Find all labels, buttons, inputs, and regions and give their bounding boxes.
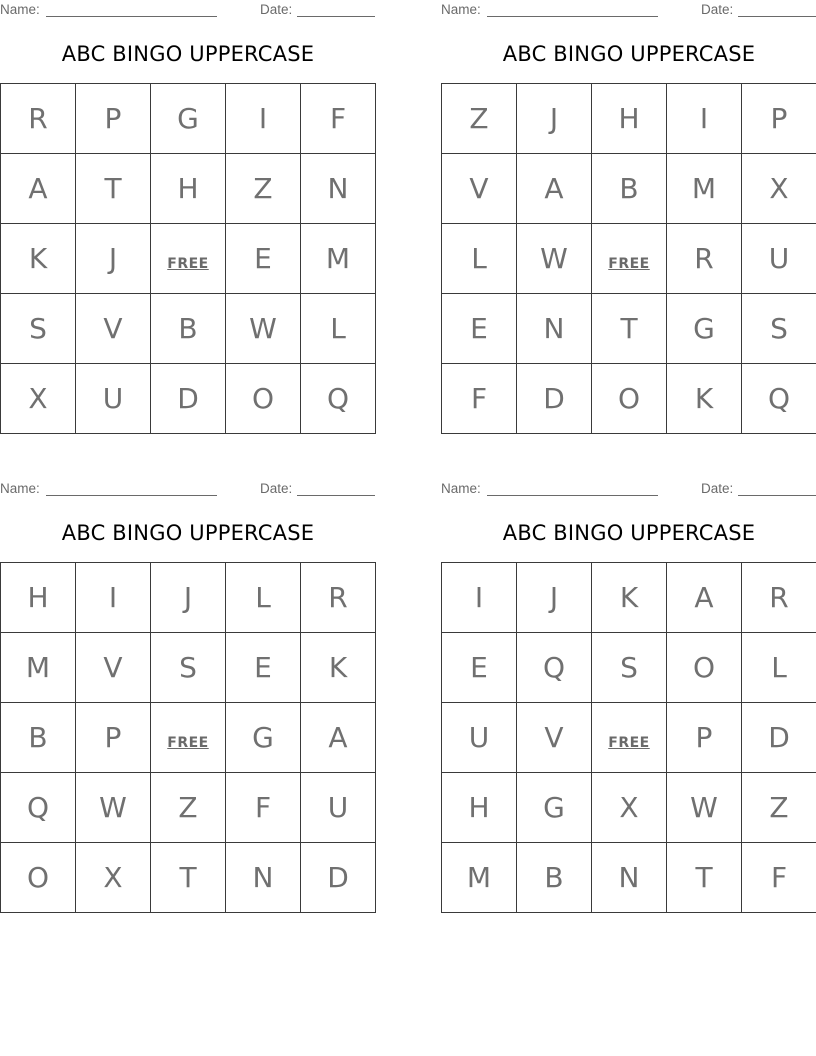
bingo-row <box>442 703 816 773</box>
date-field-line <box>297 495 375 496</box>
bingo-cell: O <box>667 633 742 703</box>
name-label: Name: <box>0 2 40 17</box>
bingo-cell: T <box>151 843 226 913</box>
bingo-cell: R <box>301 563 376 633</box>
bingo-cell: J <box>151 563 226 633</box>
date-field-line <box>738 16 816 17</box>
bingo-row <box>442 563 816 633</box>
bingo-cell: R <box>1 84 76 154</box>
bingo-cell: I <box>226 84 301 154</box>
free-space-cell <box>151 703 226 773</box>
bingo-cell: P <box>742 84 816 154</box>
bingo-cell: X <box>742 154 816 224</box>
name-label: Name: <box>441 481 481 496</box>
free-space-label: FREE <box>167 735 209 751</box>
bingo-cell: F <box>742 843 816 913</box>
bingo-cell: N <box>517 294 592 364</box>
bingo-grid <box>0 83 376 434</box>
bingo-cell: K <box>667 364 742 434</box>
card-title: ABC BINGO UPPERCASE <box>61 521 315 545</box>
bingo-row <box>1 364 376 434</box>
bingo-cell: H <box>1 563 76 633</box>
bingo-row <box>1 154 376 224</box>
bingo-cell: W <box>226 294 301 364</box>
bingo-cell: H <box>592 84 667 154</box>
free-space-label: FREE <box>167 256 209 272</box>
bingo-cell: T <box>592 294 667 364</box>
bingo-cell: U <box>76 364 151 434</box>
bingo-cell: B <box>1 703 76 773</box>
bingo-cell: B <box>517 843 592 913</box>
bingo-row <box>442 154 816 224</box>
bingo-cell: R <box>667 224 742 294</box>
bingo-card <box>441 479 816 919</box>
bingo-cell: N <box>592 843 667 913</box>
bingo-row <box>442 773 816 843</box>
bingo-cell: H <box>442 773 517 843</box>
bingo-cell: W <box>76 773 151 843</box>
bingo-cell: D <box>301 843 376 913</box>
date-field-line <box>297 16 375 17</box>
date-field-line <box>738 495 816 496</box>
bingo-cell: J <box>517 563 592 633</box>
bingo-cell: E <box>442 294 517 364</box>
bingo-row <box>1 224 376 294</box>
bingo-cell: T <box>667 843 742 913</box>
bingo-cell: Z <box>151 773 226 843</box>
bingo-row <box>1 294 376 364</box>
bingo-cell: O <box>226 364 301 434</box>
bingo-cell: Z <box>742 773 816 843</box>
name-date-row <box>0 481 376 499</box>
bingo-cell: I <box>76 563 151 633</box>
bingo-cell: S <box>592 633 667 703</box>
date-label: Date: <box>701 2 734 17</box>
card-title: ABC BINGO UPPERCASE <box>61 42 315 66</box>
bingo-row <box>442 84 816 154</box>
bingo-cell: D <box>151 364 226 434</box>
bingo-cell: X <box>592 773 667 843</box>
bingo-cell: H <box>151 154 226 224</box>
bingo-cell: K <box>592 563 667 633</box>
bingo-cell: G <box>667 294 742 364</box>
bingo-cell: Q <box>742 364 816 434</box>
name-label: Name: <box>0 481 40 496</box>
bingo-cell: N <box>226 843 301 913</box>
bingo-cell: U <box>742 224 816 294</box>
bingo-grid <box>0 562 376 913</box>
name-date-row <box>441 481 816 499</box>
bingo-card <box>441 0 816 440</box>
bingo-cell: M <box>1 633 76 703</box>
free-space-cell <box>592 224 667 294</box>
bingo-cell: K <box>301 633 376 703</box>
bingo-cell: S <box>151 633 226 703</box>
bingo-cell: J <box>76 224 151 294</box>
bingo-cell: D <box>517 364 592 434</box>
bingo-cell: L <box>301 294 376 364</box>
bingo-cell: V <box>76 633 151 703</box>
bingo-cell: Q <box>1 773 76 843</box>
bingo-cell: Z <box>442 84 517 154</box>
bingo-cell: O <box>592 364 667 434</box>
bingo-cell: N <box>301 154 376 224</box>
bingo-cell: P <box>667 703 742 773</box>
bingo-cell: Q <box>301 364 376 434</box>
bingo-cell: A <box>1 154 76 224</box>
name-field-line <box>46 495 217 496</box>
bingo-cell: E <box>442 633 517 703</box>
bingo-cell: A <box>301 703 376 773</box>
bingo-row <box>1 563 376 633</box>
bingo-cell: R <box>742 563 816 633</box>
free-space-cell <box>151 224 226 294</box>
date-label: Date: <box>701 481 734 496</box>
date-label: Date: <box>260 2 293 17</box>
bingo-cell: U <box>301 773 376 843</box>
bingo-cell: I <box>442 563 517 633</box>
bingo-cell: A <box>667 563 742 633</box>
free-space-label: FREE <box>608 256 650 272</box>
bingo-row <box>442 224 816 294</box>
name-field-line <box>46 16 217 17</box>
bingo-cell: U <box>442 703 517 773</box>
bingo-cell: L <box>226 563 301 633</box>
bingo-cell: E <box>226 633 301 703</box>
bingo-cell: G <box>226 703 301 773</box>
bingo-row <box>442 843 816 913</box>
bingo-card <box>0 479 376 919</box>
bingo-cell: K <box>1 224 76 294</box>
bingo-cell: L <box>442 224 517 294</box>
bingo-cell: F <box>301 84 376 154</box>
bingo-cell: B <box>151 294 226 364</box>
name-label: Name: <box>441 2 481 17</box>
bingo-cell: I <box>667 84 742 154</box>
bingo-cell: P <box>76 703 151 773</box>
bingo-card <box>0 0 376 440</box>
bingo-row <box>1 633 376 703</box>
bingo-cell: A <box>517 154 592 224</box>
bingo-cell: E <box>226 224 301 294</box>
bingo-row <box>1 843 376 913</box>
name-field-line <box>487 495 658 496</box>
bingo-grid <box>441 562 816 913</box>
bingo-cell: W <box>667 773 742 843</box>
bingo-cell: W <box>517 224 592 294</box>
bingo-cell: M <box>667 154 742 224</box>
bingo-cell: L <box>742 633 816 703</box>
bingo-cell: V <box>76 294 151 364</box>
bingo-cell: Z <box>226 154 301 224</box>
bingo-cell: M <box>442 843 517 913</box>
bingo-cell: S <box>742 294 816 364</box>
free-space-cell <box>592 703 667 773</box>
bingo-cell: G <box>517 773 592 843</box>
bingo-cell: V <box>517 703 592 773</box>
free-space-label: FREE <box>608 735 650 751</box>
bingo-row <box>1 84 376 154</box>
name-field-line <box>487 16 658 17</box>
bingo-cell: X <box>76 843 151 913</box>
bingo-cell: F <box>442 364 517 434</box>
bingo-cell: B <box>592 154 667 224</box>
bingo-cell: T <box>76 154 151 224</box>
bingo-cell: F <box>226 773 301 843</box>
bingo-row <box>442 364 816 434</box>
bingo-cell: J <box>517 84 592 154</box>
bingo-cell: P <box>76 84 151 154</box>
bingo-row <box>442 294 816 364</box>
bingo-cell: G <box>151 84 226 154</box>
bingo-row <box>1 703 376 773</box>
bingo-cell: D <box>742 703 816 773</box>
bingo-cell: S <box>1 294 76 364</box>
bingo-cell: M <box>301 224 376 294</box>
bingo-row <box>1 773 376 843</box>
bingo-grid <box>441 83 816 434</box>
bingo-row <box>442 633 816 703</box>
name-date-row <box>0 2 376 20</box>
card-title: ABC BINGO UPPERCASE <box>502 42 756 66</box>
bingo-cell: O <box>1 843 76 913</box>
name-date-row <box>441 2 816 20</box>
bingo-cell: Q <box>517 633 592 703</box>
bingo-cell: V <box>442 154 517 224</box>
bingo-cell: X <box>1 364 76 434</box>
date-label: Date: <box>260 481 293 496</box>
card-title: ABC BINGO UPPERCASE <box>502 521 756 545</box>
